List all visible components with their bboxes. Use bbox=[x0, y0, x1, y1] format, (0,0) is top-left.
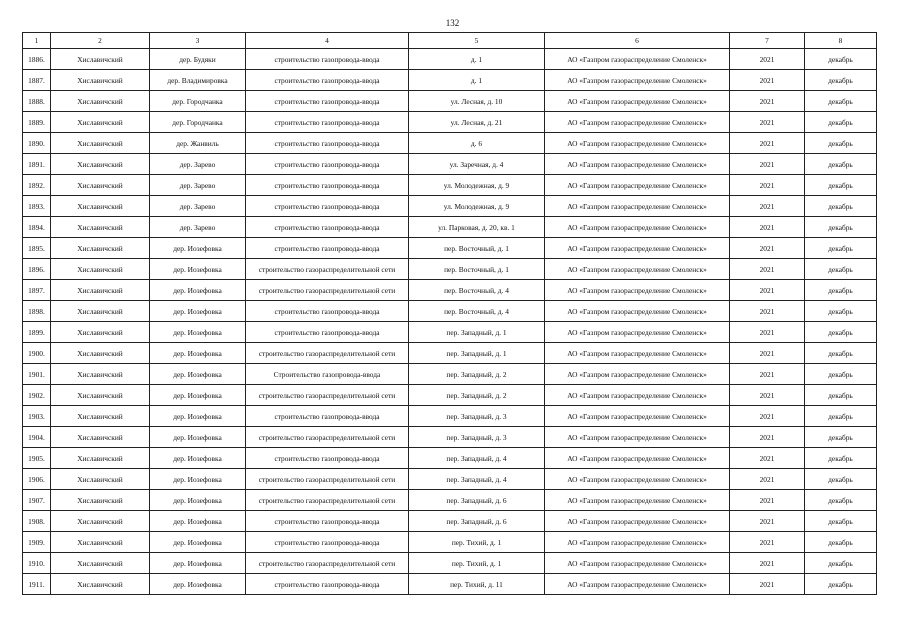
work-type-cell: строительство газопровода-ввода bbox=[246, 574, 409, 595]
year-cell: 2021 bbox=[730, 448, 805, 469]
organization-cell: АО «Газпром газораспределение Смоленск» bbox=[545, 133, 730, 154]
year-cell: 2021 bbox=[730, 49, 805, 70]
table-row bbox=[23, 154, 877, 175]
district-cell: Хиславичский bbox=[51, 511, 150, 532]
month-cell: декабрь bbox=[805, 238, 877, 259]
row-number-cell: 1904. bbox=[23, 427, 51, 448]
settlement-cell: дер. Владимировка bbox=[150, 70, 246, 91]
column-header: 1 bbox=[23, 33, 51, 49]
district-cell: Хиславичский bbox=[51, 574, 150, 595]
address-cell: ул. Молодежная, д. 9 bbox=[409, 196, 545, 217]
district-cell: Хиславичский bbox=[51, 259, 150, 280]
organization-cell: АО «Газпром газораспределение Смоленск» bbox=[545, 532, 730, 553]
year-cell: 2021 bbox=[730, 217, 805, 238]
table-row bbox=[23, 343, 877, 364]
district-cell: Хиславичский bbox=[51, 112, 150, 133]
row-number-cell: 1908. bbox=[23, 511, 51, 532]
row-number-cell: 1905. bbox=[23, 448, 51, 469]
work-type-cell: строительство газораспределительной сети bbox=[246, 385, 409, 406]
month-cell: декабрь bbox=[805, 406, 877, 427]
district-cell: Хиславичский bbox=[51, 532, 150, 553]
address-cell: пер. Западный, д. 4 bbox=[409, 448, 545, 469]
address-cell: пер. Западный, д. 6 bbox=[409, 490, 545, 511]
table-header-row bbox=[23, 33, 877, 49]
work-type-cell: строительство газопровода-ввода bbox=[246, 91, 409, 112]
organization-cell: АО «Газпром газораспределение Смоленск» bbox=[545, 553, 730, 574]
column-header: 3 bbox=[150, 33, 246, 49]
year-cell: 2021 bbox=[730, 112, 805, 133]
year-cell: 2021 bbox=[730, 532, 805, 553]
work-type-cell: строительство газопровода-ввода bbox=[246, 49, 409, 70]
column-header: 5 bbox=[409, 33, 545, 49]
work-type-cell: строительство газораспределительной сети bbox=[246, 259, 409, 280]
work-type-cell: строительство газопровода-ввода bbox=[246, 448, 409, 469]
month-cell: декабрь bbox=[805, 448, 877, 469]
address-cell: пер. Восточный, д. 1 bbox=[409, 259, 545, 280]
month-cell: декабрь bbox=[805, 49, 877, 70]
month-cell: декабрь bbox=[805, 301, 877, 322]
district-cell: Хиславичский bbox=[51, 91, 150, 112]
work-type-cell: строительство газораспределительной сети bbox=[246, 280, 409, 301]
month-cell: декабрь bbox=[805, 175, 877, 196]
organization-cell: АО «Газпром газораспределение Смоленск» bbox=[545, 91, 730, 112]
address-cell: пер. Западный, д. 4 bbox=[409, 469, 545, 490]
table-row bbox=[23, 259, 877, 280]
settlement-cell: дер. Иозефовка bbox=[150, 343, 246, 364]
table-row bbox=[23, 574, 877, 595]
district-cell: Хиславичский bbox=[51, 427, 150, 448]
table-row bbox=[23, 553, 877, 574]
address-cell: пер. Западный, д. 2 bbox=[409, 385, 545, 406]
month-cell: декабрь bbox=[805, 196, 877, 217]
year-cell: 2021 bbox=[730, 175, 805, 196]
work-type-cell: строительство газопровода-ввода bbox=[246, 112, 409, 133]
table-body bbox=[23, 49, 877, 595]
work-type-cell: строительство газораспределительной сети bbox=[246, 490, 409, 511]
work-type-cell: строительство газораспределительной сети bbox=[246, 469, 409, 490]
year-cell: 2021 bbox=[730, 91, 805, 112]
month-cell: декабрь bbox=[805, 322, 877, 343]
address-cell: ул. Молодежная, д. 9 bbox=[409, 175, 545, 196]
gasification-table bbox=[22, 32, 877, 595]
table-row bbox=[23, 49, 877, 70]
table-row bbox=[23, 91, 877, 112]
organization-cell: АО «Газпром газораспределение Смоленск» bbox=[545, 238, 730, 259]
row-number-cell: 1901. bbox=[23, 364, 51, 385]
organization-cell: АО «Газпром газораспределение Смоленск» bbox=[545, 385, 730, 406]
address-cell: д. 1 bbox=[409, 70, 545, 91]
year-cell: 2021 bbox=[730, 70, 805, 91]
row-number-cell: 1907. bbox=[23, 490, 51, 511]
address-cell: пер. Западный, д. 3 bbox=[409, 406, 545, 427]
address-cell: ул. Лесная, д. 10 bbox=[409, 91, 545, 112]
district-cell: Хиславичский bbox=[51, 196, 150, 217]
work-type-cell: строительство газопровода-ввода bbox=[246, 322, 409, 343]
row-number-cell: 1909. bbox=[23, 532, 51, 553]
table-row bbox=[23, 301, 877, 322]
year-cell: 2021 bbox=[730, 154, 805, 175]
work-type-cell: строительство газопровода-ввода bbox=[246, 70, 409, 91]
month-cell: декабрь bbox=[805, 385, 877, 406]
column-header: 2 bbox=[51, 33, 150, 49]
work-type-cell: строительство газопровода-ввода bbox=[246, 196, 409, 217]
row-number-cell: 1897. bbox=[23, 280, 51, 301]
month-cell: декабрь bbox=[805, 343, 877, 364]
row-number-cell: 1911. bbox=[23, 574, 51, 595]
page-number: 132 bbox=[445, 18, 460, 28]
address-cell: пер. Западный, д. 1 bbox=[409, 322, 545, 343]
address-cell: пер. Тихий, д. 1 bbox=[409, 532, 545, 553]
organization-cell: АО «Газпром газораспределение Смоленск» bbox=[545, 490, 730, 511]
organization-cell: АО «Газпром газораспределение Смоленск» bbox=[545, 196, 730, 217]
work-type-cell: строительство газопровода-ввода bbox=[246, 175, 409, 196]
work-type-cell: строительство газопровода-ввода bbox=[246, 133, 409, 154]
month-cell: декабрь bbox=[805, 91, 877, 112]
settlement-cell: дер. Иозефовка bbox=[150, 364, 246, 385]
table-row bbox=[23, 448, 877, 469]
address-cell: пер. Западный, д. 2 bbox=[409, 364, 545, 385]
work-type-cell: строительство газопровода-ввода bbox=[246, 406, 409, 427]
month-cell: декабрь bbox=[805, 427, 877, 448]
year-cell: 2021 bbox=[730, 238, 805, 259]
organization-cell: АО «Газпром газораспределение Смоленск» bbox=[545, 49, 730, 70]
table-row bbox=[23, 112, 877, 133]
row-number-cell: 1910. bbox=[23, 553, 51, 574]
month-cell: декабрь bbox=[805, 574, 877, 595]
organization-cell: АО «Газпром газораспределение Смоленск» bbox=[545, 364, 730, 385]
settlement-cell: дер. Зарево bbox=[150, 175, 246, 196]
table-row bbox=[23, 238, 877, 259]
work-type-cell: строительство газопровода-ввода bbox=[246, 154, 409, 175]
table-row bbox=[23, 406, 877, 427]
district-cell: Хиславичский bbox=[51, 280, 150, 301]
settlement-cell: дер. Жанвиль bbox=[150, 133, 246, 154]
settlement-cell: дер. Иозефовка bbox=[150, 490, 246, 511]
year-cell: 2021 bbox=[730, 427, 805, 448]
address-cell: д. 1 bbox=[409, 49, 545, 70]
row-number-cell: 1891. bbox=[23, 154, 51, 175]
row-number-cell: 1900. bbox=[23, 343, 51, 364]
organization-cell: АО «Газпром газораспределение Смоленск» bbox=[545, 70, 730, 91]
district-cell: Хиславичский bbox=[51, 553, 150, 574]
month-cell: декабрь bbox=[805, 469, 877, 490]
district-cell: Хиславичский bbox=[51, 238, 150, 259]
work-type-cell: строительство газопровода-ввода bbox=[246, 511, 409, 532]
month-cell: декабрь bbox=[805, 112, 877, 133]
year-cell: 2021 bbox=[730, 490, 805, 511]
table-row bbox=[23, 511, 877, 532]
district-cell: Хиславичский bbox=[51, 385, 150, 406]
work-type-cell: строительство газопровода-ввода bbox=[246, 301, 409, 322]
address-cell: пер. Тихий, д. 1 bbox=[409, 553, 545, 574]
settlement-cell: дер. Иозефовка bbox=[150, 259, 246, 280]
district-cell: Хиславичский bbox=[51, 322, 150, 343]
organization-cell: АО «Газпром газораспределение Смоленск» bbox=[545, 343, 730, 364]
address-cell: пер. Тихий, д. 11 bbox=[409, 574, 545, 595]
district-cell: Хиславичский bbox=[51, 448, 150, 469]
district-cell: Хиславичский bbox=[51, 217, 150, 238]
row-number-cell: 1906. bbox=[23, 469, 51, 490]
settlement-cell: дер. Иозефовка bbox=[150, 385, 246, 406]
district-cell: Хиславичский bbox=[51, 364, 150, 385]
year-cell: 2021 bbox=[730, 364, 805, 385]
settlement-cell: дер. Иозефовка bbox=[150, 301, 246, 322]
address-cell: д. 6 bbox=[409, 133, 545, 154]
row-number-cell: 1895. bbox=[23, 238, 51, 259]
column-header: 8 bbox=[805, 33, 877, 49]
settlement-cell: дер. Иозефовка bbox=[150, 280, 246, 301]
month-cell: декабрь bbox=[805, 217, 877, 238]
organization-cell: АО «Газпром газораспределение Смоленск» bbox=[545, 259, 730, 280]
district-cell: Хиславичский bbox=[51, 70, 150, 91]
address-cell: пер. Западный, д. 3 bbox=[409, 427, 545, 448]
month-cell: декабрь bbox=[805, 133, 877, 154]
work-type-cell: строительство газораспределительной сети bbox=[246, 427, 409, 448]
district-cell: Хиславичский bbox=[51, 490, 150, 511]
address-cell: пер. Восточный, д. 4 bbox=[409, 280, 545, 301]
column-header: 6 bbox=[545, 33, 730, 49]
table-row bbox=[23, 196, 877, 217]
settlement-cell: дер. Иозефовка bbox=[150, 469, 246, 490]
table-row bbox=[23, 469, 877, 490]
organization-cell: АО «Газпром газораспределение Смоленск» bbox=[545, 322, 730, 343]
row-number-cell: 1890. bbox=[23, 133, 51, 154]
month-cell: декабрь bbox=[805, 553, 877, 574]
address-cell: пер. Восточный, д. 1 bbox=[409, 238, 545, 259]
address-cell: ул. Заречная, д. 4 bbox=[409, 154, 545, 175]
row-number-cell: 1903. bbox=[23, 406, 51, 427]
row-number-cell: 1894. bbox=[23, 217, 51, 238]
table-row bbox=[23, 427, 877, 448]
month-cell: декабрь bbox=[805, 532, 877, 553]
year-cell: 2021 bbox=[730, 259, 805, 280]
month-cell: декабрь bbox=[805, 511, 877, 532]
organization-cell: АО «Газпром газораспределение Смоленск» bbox=[545, 574, 730, 595]
organization-cell: АО «Газпром газораспределение Смоленск» bbox=[545, 427, 730, 448]
settlement-cell: дер. Иозефовка bbox=[150, 553, 246, 574]
district-cell: Хиславичский bbox=[51, 469, 150, 490]
row-number-cell: 1888. bbox=[23, 91, 51, 112]
row-number-cell: 1887. bbox=[23, 70, 51, 91]
year-cell: 2021 bbox=[730, 196, 805, 217]
year-cell: 2021 bbox=[730, 301, 805, 322]
organization-cell: АО «Газпром газораспределение Смоленск» bbox=[545, 175, 730, 196]
row-number-cell: 1898. bbox=[23, 301, 51, 322]
table-row bbox=[23, 280, 877, 301]
district-cell: Хиславичский bbox=[51, 49, 150, 70]
district-cell: Хиславичский bbox=[51, 154, 150, 175]
column-header: 7 bbox=[730, 33, 805, 49]
organization-cell: АО «Газпром газораспределение Смоленск» bbox=[545, 112, 730, 133]
organization-cell: АО «Газпром газораспределение Смоленск» bbox=[545, 217, 730, 238]
address-cell: пер. Восточный, д. 4 bbox=[409, 301, 545, 322]
column-header: 4 bbox=[246, 33, 409, 49]
organization-cell: АО «Газпром газораспределение Смоленск» bbox=[545, 448, 730, 469]
month-cell: декабрь bbox=[805, 154, 877, 175]
district-cell: Хиславичский bbox=[51, 406, 150, 427]
organization-cell: АО «Газпром газораспределение Смоленск» bbox=[545, 406, 730, 427]
table-row bbox=[23, 175, 877, 196]
year-cell: 2021 bbox=[730, 385, 805, 406]
settlement-cell: дер. Иозефовка bbox=[150, 427, 246, 448]
row-number-cell: 1892. bbox=[23, 175, 51, 196]
organization-cell: АО «Газпром газораспределение Смоленск» bbox=[545, 469, 730, 490]
month-cell: декабрь bbox=[805, 259, 877, 280]
work-type-cell: строительство газораспределительной сети bbox=[246, 343, 409, 364]
settlement-cell: дер. Зарево bbox=[150, 196, 246, 217]
work-type-cell: Строительство газопровода-ввода bbox=[246, 364, 409, 385]
settlement-cell: дер. Иозефовка bbox=[150, 238, 246, 259]
work-type-cell: строительство газопровода-ввода bbox=[246, 532, 409, 553]
settlement-cell: дер. Иозефовка bbox=[150, 448, 246, 469]
table-row bbox=[23, 490, 877, 511]
settlement-cell: дер. Иозефовка bbox=[150, 511, 246, 532]
table-row bbox=[23, 133, 877, 154]
organization-cell: АО «Газпром газораспределение Смоленск» bbox=[545, 280, 730, 301]
year-cell: 2021 bbox=[730, 469, 805, 490]
table-row bbox=[23, 385, 877, 406]
table-row bbox=[23, 322, 877, 343]
district-cell: Хиславичский bbox=[51, 343, 150, 364]
row-number-cell: 1902. bbox=[23, 385, 51, 406]
year-cell: 2021 bbox=[730, 280, 805, 301]
settlement-cell: дер. Зарево bbox=[150, 217, 246, 238]
organization-cell: АО «Газпром газораспределение Смоленск» bbox=[545, 154, 730, 175]
year-cell: 2021 bbox=[730, 406, 805, 427]
row-number-cell: 1899. bbox=[23, 322, 51, 343]
month-cell: декабрь bbox=[805, 364, 877, 385]
address-cell: ул. Парковая, д. 20, кв. 1 bbox=[409, 217, 545, 238]
address-cell: пер. Западный, д. 1 bbox=[409, 343, 545, 364]
settlement-cell: дер. Иозефовка bbox=[150, 532, 246, 553]
organization-cell: АО «Газпром газораспределение Смоленск» bbox=[545, 301, 730, 322]
organization-cell: АО «Газпром газораспределение Смоленск» bbox=[545, 511, 730, 532]
district-cell: Хиславичский bbox=[51, 175, 150, 196]
settlement-cell: дер. Будяки bbox=[150, 49, 246, 70]
settlement-cell: дер. Иозефовка bbox=[150, 574, 246, 595]
address-cell: пер. Западный, д. 6 bbox=[409, 511, 545, 532]
table-row bbox=[23, 532, 877, 553]
district-cell: Хиславичский bbox=[51, 301, 150, 322]
table-row bbox=[23, 70, 877, 91]
year-cell: 2021 bbox=[730, 133, 805, 154]
work-type-cell: строительство газораспределительной сети bbox=[246, 553, 409, 574]
month-cell: декабрь bbox=[805, 70, 877, 91]
settlement-cell: дер. Иозефовка bbox=[150, 406, 246, 427]
year-cell: 2021 bbox=[730, 511, 805, 532]
year-cell: 2021 bbox=[730, 574, 805, 595]
table-row bbox=[23, 364, 877, 385]
row-number-cell: 1896. bbox=[23, 259, 51, 280]
settlement-cell: дер. Городчанка bbox=[150, 112, 246, 133]
settlement-cell: дер. Иозефовка bbox=[150, 322, 246, 343]
row-number-cell: 1893. bbox=[23, 196, 51, 217]
work-type-cell: строительство газопровода-ввода bbox=[246, 238, 409, 259]
month-cell: декабрь bbox=[805, 280, 877, 301]
settlement-cell: дер. Городчанка bbox=[150, 91, 246, 112]
year-cell: 2021 bbox=[730, 553, 805, 574]
row-number-cell: 1889. bbox=[23, 112, 51, 133]
work-type-cell: строительство газопровода-ввода bbox=[246, 217, 409, 238]
month-cell: декабрь bbox=[805, 490, 877, 511]
year-cell: 2021 bbox=[730, 322, 805, 343]
table-row bbox=[23, 217, 877, 238]
year-cell: 2021 bbox=[730, 343, 805, 364]
district-cell: Хиславичский bbox=[51, 133, 150, 154]
settlement-cell: дер. Зарево bbox=[150, 154, 246, 175]
address-cell: ул. Лесная, д. 21 bbox=[409, 112, 545, 133]
row-number-cell: 1886. bbox=[23, 49, 51, 70]
